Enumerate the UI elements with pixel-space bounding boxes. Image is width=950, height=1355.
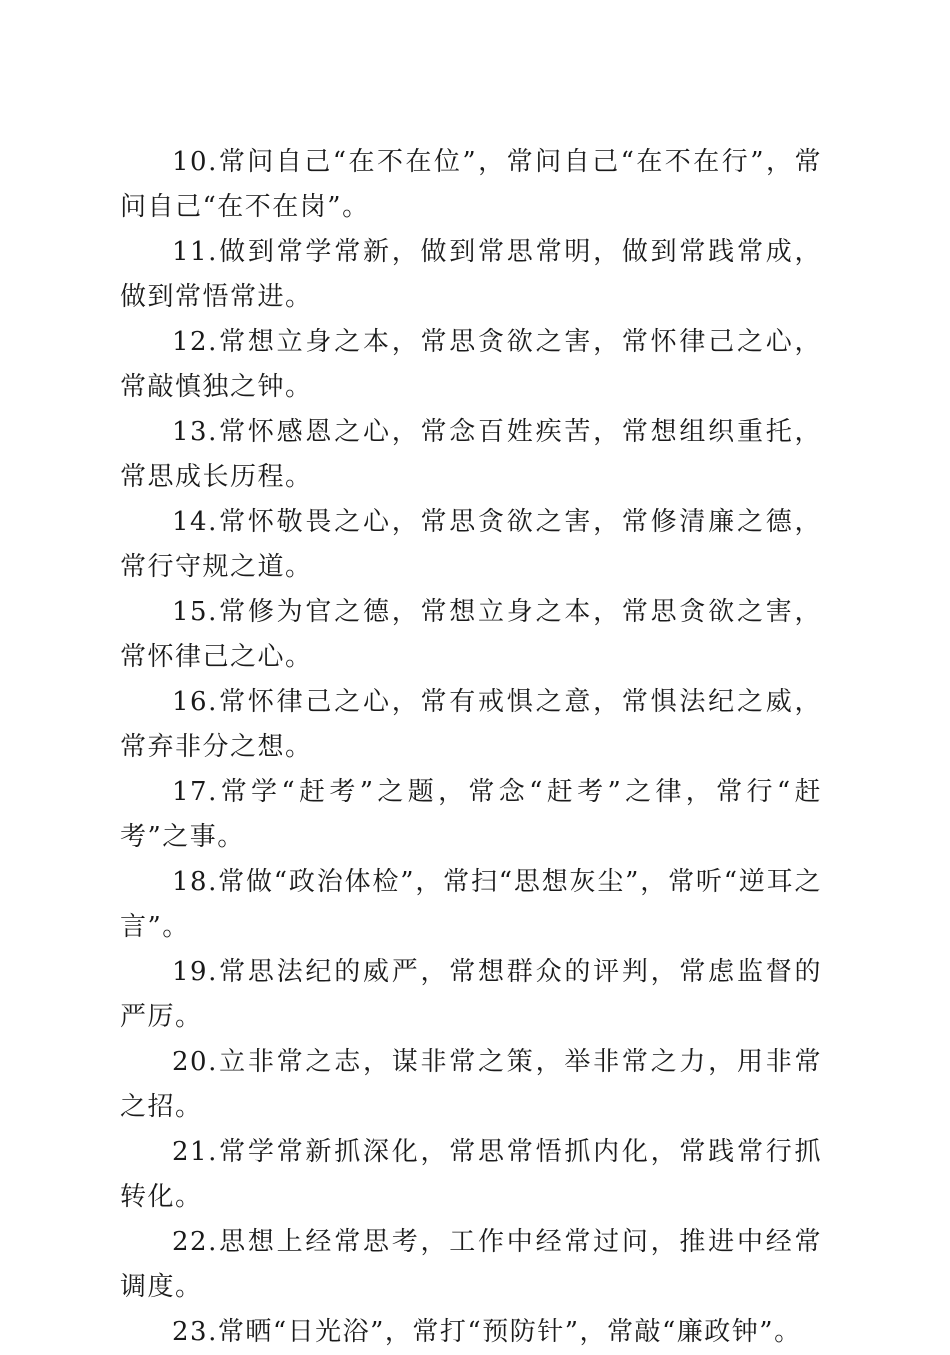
paragraph-21: 21.常学常新抓深化，常思常悟抓内化，常践常行抓转化。 (120, 1137, 822, 1212)
paragraph-12: 12.常想立身之本，常思贪欲之害，常怀律己之心，常敲慎独之钟。 (120, 327, 822, 402)
paragraph-15: 15.常修为官之德，常想立身之本，常思贪欲之害，常怀律己之心。 (120, 597, 822, 672)
paragraph-16: 16.常怀律己之心，常有戒惧之意，常惧法纪之威，常弃非分之想。 (120, 687, 822, 762)
paragraph-11: 11.做到常学常新，做到常思常明，做到常践常成，做到常悟常进。 (120, 237, 822, 312)
paragraph-19: 19.常思法纪的威严，常想群众的评判，常虑监督的严厉。 (120, 957, 822, 1032)
paragraph-17: 17.常学“赶考”之题，常念“赶考”之律，常行“赶考”之事。 (120, 777, 822, 852)
paragraph-10: 10.常问自己“在不在位”，常问自己“在不在行”，常问自己“在不在岗”。 (120, 147, 822, 222)
paragraph-23: 23.常晒“日光浴”，常打“预防针”，常敲“廉政钟”。 (172, 1317, 802, 1347)
paragraph-14: 14.常怀敬畏之心，常思贪欲之害，常修清廉之德，常行守规之道。 (120, 507, 822, 582)
paragraph-20: 20.立非常之志，谋非常之策，举非常之力，用非常之招。 (120, 1047, 822, 1122)
paragraph-22: 22.思想上经常思考，工作中经常过问，推进中经常调度。 (120, 1227, 822, 1302)
paragraph-18: 18.常做“政治体检”，常扫“思想灰尘”，常听“逆耳之言”。 (120, 867, 822, 942)
paragraph-13: 13.常怀感恩之心，常念百姓疾苦，常想组织重托，常思成长历程。 (120, 417, 822, 492)
document-body (120, 140, 822, 1355)
